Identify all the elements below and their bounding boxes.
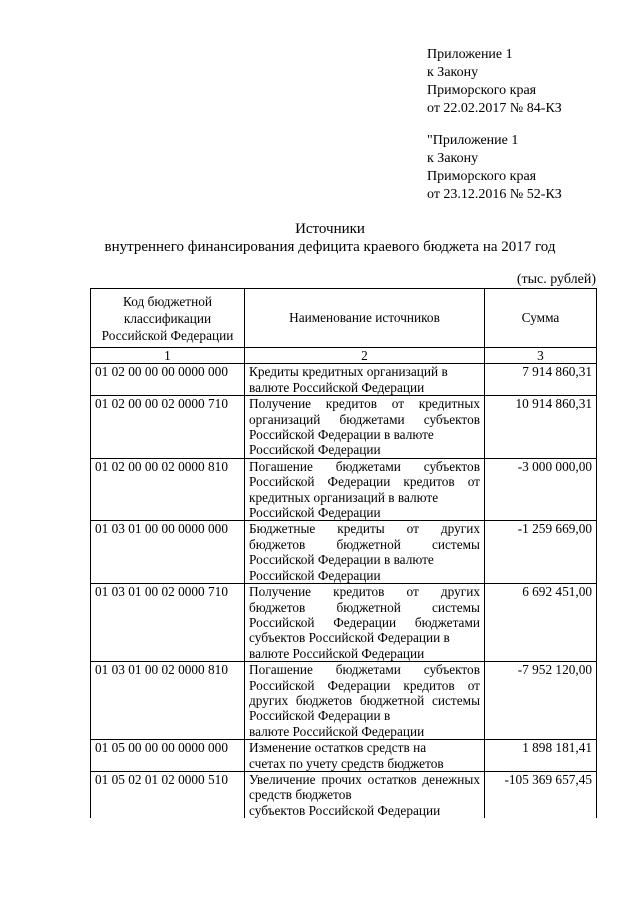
source-name-text: Получение кредитов от кредитных организаций бюджетами субъектов Российской Федерации в валюте (249, 396, 480, 443)
source-name-text: Бюджетные кредиты от других бюджетов бюджетной системы Российской Федерации в валюте (249, 521, 480, 568)
source-name-text: Кредиты кредитных организаций в (249, 364, 448, 380)
source-name-text: Погашение бюджетами субъектов Российской Федерации кредитов от других бюджетов бюджетной системы Российской Федерации в (249, 662, 480, 724)
source-name-text: Увеличение прочих остатков денежных средств бюджетов (249, 771, 480, 803)
source-name-last-line: валюте Российской Федерации (249, 645, 425, 661)
table-row (91, 771, 597, 818)
table-row (91, 396, 597, 459)
amount: 10 914 860,31 (485, 396, 597, 459)
financing-sources-table (90, 288, 597, 818)
table-row (91, 662, 597, 740)
source-name (245, 662, 485, 740)
source-name-last-line: Российской Федерации (249, 442, 381, 458)
budget-code: 01 02 00 00 02 0000 810 (91, 458, 245, 521)
appendix-line: к Закону (427, 65, 479, 80)
appendix-line: "Приложение 1 (427, 133, 519, 148)
column-number: 3 (485, 348, 597, 364)
column-number: 2 (245, 348, 485, 364)
source-name-last-line: валюте Российской Федерации (249, 379, 425, 395)
budget-code: 01 03 01 00 02 0000 710 (91, 584, 245, 662)
source-name-last-line: субъектов Российской Федерации (249, 802, 441, 818)
amount: -3 000 000,00 (485, 458, 597, 521)
source-name-last-line: валюте Российской Федерации (249, 723, 425, 739)
amount: -7 952 120,00 (485, 662, 597, 740)
source-name (245, 458, 485, 521)
source-name (245, 396, 485, 459)
table-row (91, 364, 597, 396)
appendix-line: Приморского края (427, 83, 537, 98)
source-name (245, 584, 485, 662)
document-title (0, 220, 640, 256)
source-name-last-line: Российской Федерации (249, 567, 381, 583)
budget-code: 01 03 01 00 00 0000 000 (91, 521, 245, 584)
title-line-2: внутреннего финансирования дефицита краевого бюджета на 2017 год (104, 239, 556, 255)
table-header-row (91, 289, 597, 348)
source-name (245, 771, 485, 818)
table-row (91, 458, 597, 521)
amount: 7 914 860,31 (485, 364, 597, 396)
budget-code: 01 05 02 01 02 0000 510 (91, 771, 245, 818)
amount: 6 692 451,00 (485, 584, 597, 662)
column-number-row (91, 348, 597, 364)
source-name-last-line: Российской Федерации (249, 505, 381, 521)
appendix-line: от 23.12.2016 № 52-КЗ (427, 187, 562, 202)
table-row (91, 584, 597, 662)
source-name (245, 521, 485, 584)
source-name-text: Погашение бюджетами субъектов Российской Федерации кредитов от кредитных организаций в валюте (249, 458, 480, 505)
header-amount: Сумма (485, 289, 597, 348)
appendix-line: Приморского края (427, 169, 537, 184)
header-name: Наименование источников (245, 289, 485, 348)
budget-code: 01 05 00 00 00 0000 000 (91, 740, 245, 772)
appendix-header-current (427, 46, 562, 118)
amount: -1 259 669,00 (485, 521, 597, 584)
source-name (245, 364, 485, 396)
source-name (245, 740, 485, 772)
appendix-line: к Закону (427, 151, 479, 166)
title-line-1: Источники (295, 221, 365, 237)
column-number: 1 (91, 348, 245, 364)
appendix-line: Приложение 1 (427, 47, 513, 62)
amount: -105 369 657,45 (485, 771, 597, 818)
source-name-text: Получение кредитов от других бюджетов бюджетной системы Российской Федерации бюджетами субъектов Российской Федерации в (249, 584, 480, 646)
source-name-last-line: счетах по учету средств бюджетов (249, 755, 444, 771)
budget-code: 01 02 00 00 00 0000 000 (91, 364, 245, 396)
table-row (91, 521, 597, 584)
budget-code: 01 03 01 00 02 0000 810 (91, 662, 245, 740)
header-code: Код бюджетной классификации Российской Федерации (91, 289, 245, 348)
appendix-line: от 22.02.2017 № 84-КЗ (427, 101, 562, 116)
units-label: (тыс. рублей) (516, 272, 596, 287)
appendix-header-original (427, 132, 562, 204)
budget-code: 01 02 00 00 02 0000 710 (91, 396, 245, 459)
amount: 1 898 181,41 (485, 740, 597, 772)
table-row (91, 740, 597, 772)
source-name-text: Изменение остатков средств на (249, 740, 427, 756)
